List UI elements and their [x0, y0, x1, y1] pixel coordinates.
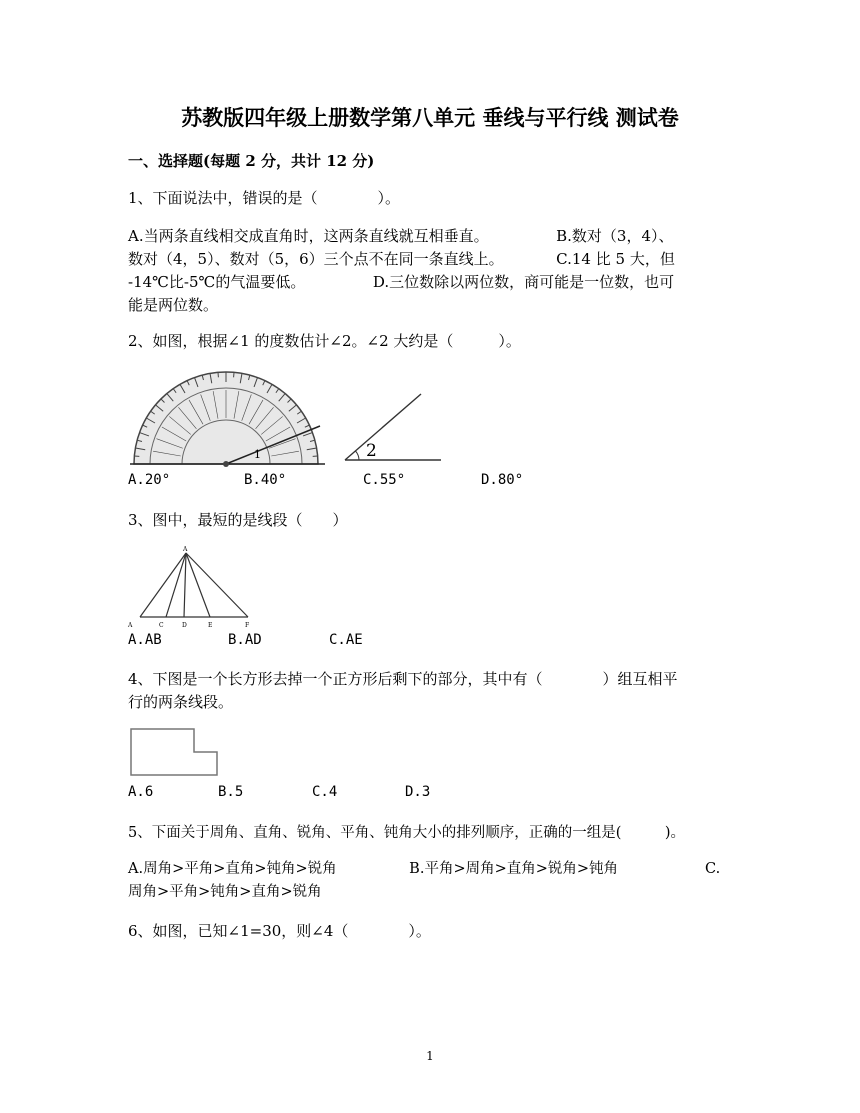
page-title: 苏教版四年级上册数学第八单元 垂线与平行线 测试卷	[181, 105, 679, 130]
page-number: 1	[426, 1049, 434, 1063]
angle-2-figure	[343, 390, 443, 465]
question-2-stem: 2、如图，根据∠1 的度数估计∠2。∠2 大约是（ ）。	[128, 332, 521, 350]
question-3-stem: 3、图中，最短的是线段（ ）	[128, 511, 348, 529]
q3-option-c: C.AE	[329, 632, 363, 648]
question-6-stem: 6、如图，已知∠1=30，则∠4（ ）。	[128, 922, 431, 940]
q4-stem-line: 行的两条线段。	[128, 693, 234, 711]
q4-option-b: B.5	[218, 784, 244, 800]
q3-option-b: B.AD	[228, 632, 262, 648]
angle-1-label: 1	[254, 448, 261, 461]
q4-option-c: C.4	[312, 784, 338, 800]
q4-option-d: D.3	[405, 784, 431, 800]
q4-option-a: A.6	[128, 784, 154, 800]
point-label: F	[245, 622, 250, 629]
question-1-stem: 1、下面说法中，错误的是（ ）。	[128, 189, 401, 207]
question-1-options	[128, 225, 738, 317]
point-label: D	[182, 622, 187, 629]
point-label: A	[183, 546, 188, 553]
question-5-options	[128, 858, 738, 904]
question-5-stem: 5、下面关于周角、直角、锐角、平角、钝角大小的排列顺序，正确的一组是( )。	[128, 825, 686, 841]
q5-line: A.周角>平角>直角>钝角>锐角 B.平角>周角>直角>锐角>钝角 C.	[128, 861, 721, 877]
q2-option-b: B.40°	[244, 472, 287, 488]
q1-line: A.当两条直线相交成直角时，这两条直线就互相垂直。 B.数对（3，4）、	[128, 227, 674, 245]
q1-line: -14℃比-5℃的气温要低。 D.三位数除以两位数，商可能是一位数，也可	[128, 273, 675, 291]
point-label: E	[208, 622, 213, 629]
angle-2-label: 2	[366, 441, 377, 461]
triangle-segments-figure	[126, 543, 261, 628]
q5-line: 周角>平角>钝角>直角>锐角	[128, 884, 322, 900]
q2-option-d: D.80°	[481, 472, 524, 488]
question-4-stem	[128, 668, 738, 714]
l-shape-figure	[130, 728, 220, 778]
q3-option-a: A.AB	[128, 632, 162, 648]
q2-option-c: C.55°	[363, 472, 406, 488]
q4-stem-line: 4、下图是一个长方形去掉一个正方形后剩下的部分，其中有（ ）组互相平	[128, 670, 678, 688]
q1-line: 能是两位数。	[128, 296, 219, 314]
section-heading: 一、选择题(每题 2 分，共计 12 分)	[128, 152, 375, 170]
q1-line: 数对（4，5）、数对（5，6）三个点不在同一条直线上。 C.14 比 5 大，但	[128, 250, 675, 268]
protractor-figure	[130, 368, 325, 468]
point-label: A	[128, 622, 133, 629]
point-label: C	[159, 622, 164, 629]
q2-option-a: A.20°	[128, 472, 171, 488]
